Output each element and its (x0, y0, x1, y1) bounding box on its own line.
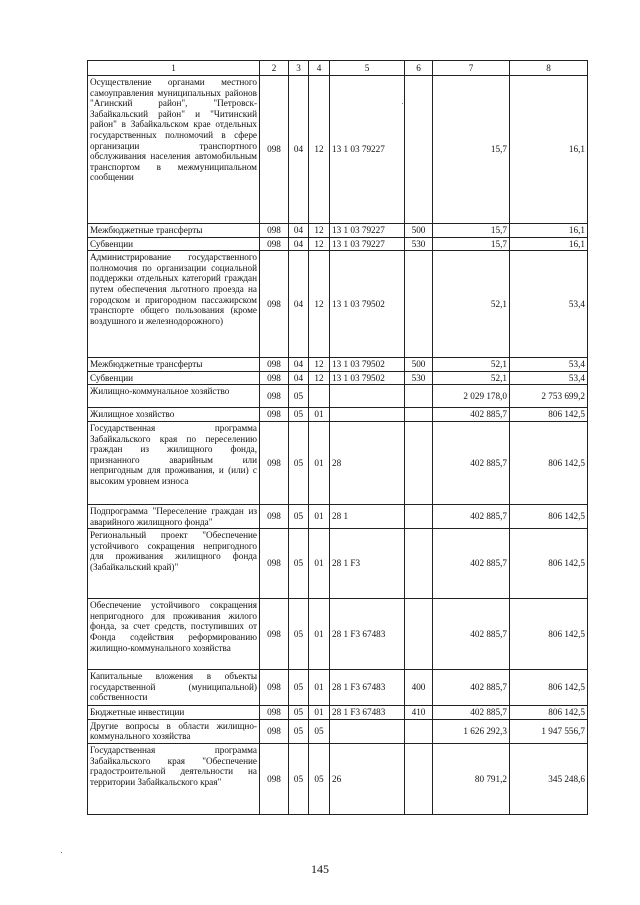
cell-admin-code: 098 (260, 408, 289, 422)
table-row (88, 706, 588, 720)
cell-amount-year-1: 402 885,7 (433, 670, 510, 706)
cell-target-article: 13 1 03 79227 (330, 224, 405, 238)
cell-amount-year-1: 402 885,7 (433, 504, 510, 528)
cell-subsection: 01 (309, 504, 330, 528)
cell-section: 04 (289, 251, 309, 358)
cell-expense-type: 530 (405, 371, 433, 385)
table-row (88, 421, 588, 504)
cell-section: 05 (289, 706, 309, 720)
column-header: 2 (260, 61, 289, 76)
cell-amount-year-1: 402 885,7 (433, 408, 510, 422)
cell-section: 05 (289, 529, 309, 599)
column-header: 5 (330, 61, 405, 76)
cell-section: 05 (289, 504, 309, 528)
cell-target-article (330, 385, 405, 408)
scan-speck (402, 103, 403, 104)
cell-section: 05 (289, 599, 309, 670)
cell-admin-code: 098 (260, 224, 289, 238)
cell-expense-type (405, 408, 433, 422)
cell-subsection: 01 (309, 670, 330, 706)
cell-section: 05 (289, 385, 309, 408)
cell-amount-year-2: 16,1 (510, 237, 588, 251)
cell-amount-year-2: 806 142,5 (510, 706, 588, 720)
cell-amount-year-1: 402 885,7 (433, 706, 510, 720)
cell-target-article: 28 1 F3 67483 (330, 706, 405, 720)
cell-amount-year-2: 53,4 (510, 251, 588, 358)
table-row (88, 224, 588, 238)
cell-amount-year-2: 806 142,5 (510, 599, 588, 670)
cell-target-article: 28 1 F3 67483 (330, 599, 405, 670)
cell-target-article: 28 1 (330, 504, 405, 528)
cell-expense-type (405, 421, 433, 504)
cell-expense-type (405, 504, 433, 528)
cell-subsection (309, 385, 330, 408)
cell-section: 04 (289, 76, 309, 224)
cell-target-article: 26 (330, 743, 405, 814)
row-name: Межбюджетные трансферты (88, 358, 260, 372)
cell-amount-year-2: 806 142,5 (510, 504, 588, 528)
cell-target-article: 13 1 03 79502 (330, 358, 405, 372)
cell-target-article: 13 1 03 79227 (330, 237, 405, 251)
cell-admin-code: 098 (260, 76, 289, 224)
cell-subsection: 01 (309, 421, 330, 504)
cell-expense-type (405, 385, 433, 408)
table-row (88, 599, 588, 670)
cell-amount-year-2: 53,4 (510, 371, 588, 385)
cell-section: 05 (289, 421, 309, 504)
cell-subsection: 01 (309, 408, 330, 422)
cell-section: 04 (289, 237, 309, 251)
cell-amount-year-1: 15,7 (433, 224, 510, 238)
table-row (88, 743, 588, 814)
cell-amount-year-2: 806 142,5 (510, 529, 588, 599)
cell-admin-code: 098 (260, 421, 289, 504)
cell-admin-code: 098 (260, 237, 289, 251)
cell-target-article: 13 1 03 79502 (330, 251, 405, 358)
table-row (88, 529, 588, 599)
cell-expense-type (405, 251, 433, 358)
cell-expense-type: 500 (405, 358, 433, 372)
row-name: Другие вопросы в области жилищно-коммунального хозяйства (88, 719, 260, 743)
cell-admin-code: 098 (260, 251, 289, 358)
cell-target-article: 28 1 F3 67483 (330, 670, 405, 706)
table-row (88, 251, 588, 358)
row-name: Межбюджетные трансферты (88, 224, 260, 238)
cell-expense-type (405, 719, 433, 743)
cell-amount-year-1: 2 029 178,0 (433, 385, 510, 408)
cell-expense-type: 410 (405, 706, 433, 720)
cell-subsection: 01 (309, 599, 330, 670)
row-name: Жилищно-коммунальное хозяйство (88, 385, 260, 408)
cell-section: 05 (289, 743, 309, 814)
cell-amount-year-1: 402 885,7 (433, 529, 510, 599)
row-name: Региональный проект "Обеспечение устойчивого сокращения непригодного для проживания жилищного фонда (Забайкальский край)" (88, 529, 260, 599)
column-header: 3 (289, 61, 309, 76)
cell-amount-year-1: 15,7 (433, 237, 510, 251)
cell-amount-year-1: 1 626 292,3 (433, 719, 510, 743)
column-header: 4 (309, 61, 330, 76)
cell-amount-year-2: 53,4 (510, 358, 588, 372)
cell-section: 04 (289, 224, 309, 238)
page-number: 145 (311, 862, 329, 876)
cell-admin-code: 098 (260, 529, 289, 599)
row-name: Осуществление органами местного самоуправления муниципальных районов "Агинский район", "Петровск-Забайкальский район" и "Читинский район" в Забайкальском крае отдельных государственных полномочий в сфере организации транспортного обслуживания населения автомобильным транспортом в межмуниципальном сообщении (88, 76, 260, 224)
cell-amount-year-1: 402 885,7 (433, 599, 510, 670)
cell-section: 04 (289, 371, 309, 385)
cell-section: 04 (289, 358, 309, 372)
cell-subsection: 12 (309, 76, 330, 224)
cell-target-article: 13 1 03 79502 (330, 371, 405, 385)
row-name: Государственная программа Забайкальского края по переселению граждан из жилищного фонда, признанного аварийным или непригодным для проживания, и (или) с высоким уровнем износа (88, 421, 260, 504)
cell-expense-type (405, 743, 433, 814)
cell-amount-year-1: 52,1 (433, 358, 510, 372)
cell-admin-code: 098 (260, 371, 289, 385)
cell-amount-year-1: 52,1 (433, 371, 510, 385)
cell-section: 05 (289, 719, 309, 743)
cell-subsection: 12 (309, 237, 330, 251)
cell-admin-code: 098 (260, 670, 289, 706)
row-name: Администрирование государственного полномочия по организации социальной поддержки отдельных категорий граждан путем обеспечения льготного проезда на городском и пригородном пассажирском транспорте общего пользования (кроме воздушного и железнодорожного) (88, 251, 260, 358)
table-row (88, 237, 588, 251)
cell-amount-year-2: 806 142,5 (510, 421, 588, 504)
cell-admin-code: 098 (260, 358, 289, 372)
table-row (88, 504, 588, 528)
table-body (88, 61, 588, 815)
header-row (88, 61, 588, 76)
cell-target-article: 28 1 F3 (330, 529, 405, 599)
cell-target-article: 13 1 03 79227 (330, 76, 405, 224)
row-name: Субвенции (88, 237, 260, 251)
cell-expense-type (405, 76, 433, 224)
row-name: Обеспечение устойчивого сокращения непригодного для проживания жилого фонда, за счет средств, поступивших от Фонда содействия реформированию жилищно-коммунального хозяйства (88, 599, 260, 670)
cell-subsection: 12 (309, 371, 330, 385)
table-row (88, 76, 588, 224)
column-header: 1 (88, 61, 260, 76)
column-header: 6 (405, 61, 433, 76)
cell-admin-code: 098 (260, 706, 289, 720)
cell-amount-year-2: 806 142,5 (510, 408, 588, 422)
table-row (88, 670, 588, 706)
cell-subsection: 05 (309, 743, 330, 814)
table-row (88, 719, 588, 743)
cell-amount-year-1: 15,7 (433, 76, 510, 224)
cell-amount-year-2: 2 753 699,2 (510, 385, 588, 408)
cell-expense-type: 500 (405, 224, 433, 238)
table-row (88, 385, 588, 408)
cell-target-article (330, 719, 405, 743)
cell-admin-code: 098 (260, 504, 289, 528)
cell-subsection: 12 (309, 224, 330, 238)
row-name: Жилищное хозяйство (88, 408, 260, 422)
cell-amount-year-1: 52,1 (433, 251, 510, 358)
cell-subsection: 12 (309, 358, 330, 372)
cell-expense-type (405, 529, 433, 599)
cell-section: 05 (289, 408, 309, 422)
table-row (88, 408, 588, 422)
cell-amount-year-1: 80 791,2 (433, 743, 510, 814)
cell-expense-type (405, 599, 433, 670)
cell-section: 05 (289, 670, 309, 706)
cell-amount-year-2: 16,1 (510, 76, 588, 224)
row-name: Капитальные вложения в объекты государственной (муниципальной) собственности (88, 670, 260, 706)
cell-amount-year-2: 345 248,6 (510, 743, 588, 814)
column-header: 8 (510, 61, 588, 76)
cell-expense-type: 400 (405, 670, 433, 706)
cell-amount-year-2: 16,1 (510, 224, 588, 238)
cell-admin-code: 098 (260, 599, 289, 670)
cell-amount-year-1: 402 885,7 (433, 421, 510, 504)
table-row (88, 358, 588, 372)
cell-subsection: 05 (309, 719, 330, 743)
scan-speck (61, 852, 62, 853)
cell-admin-code: 098 (260, 385, 289, 408)
row-name: Государственная программа Забайкальского края "Обеспечение градостроительной деятельности на территории Забайкальского края" (88, 743, 260, 814)
cell-subsection: 01 (309, 706, 330, 720)
cell-amount-year-2: 1 947 556,7 (510, 719, 588, 743)
row-name: Бюджетные инвестиции (88, 706, 260, 720)
cell-admin-code: 098 (260, 719, 289, 743)
cell-subsection: 01 (309, 529, 330, 599)
cell-admin-code: 098 (260, 743, 289, 814)
row-name: Субвенции (88, 371, 260, 385)
column-header: 7 (433, 61, 510, 76)
cell-target-article: 28 (330, 421, 405, 504)
cell-target-article (330, 408, 405, 422)
cell-expense-type: 530 (405, 237, 433, 251)
table-row (88, 371, 588, 385)
budget-table (87, 60, 588, 815)
row-name: Подпрограмма "Переселение граждан из аварийного жилищного фонда" (88, 504, 260, 528)
cell-amount-year-2: 806 142,5 (510, 670, 588, 706)
cell-subsection: 12 (309, 251, 330, 358)
